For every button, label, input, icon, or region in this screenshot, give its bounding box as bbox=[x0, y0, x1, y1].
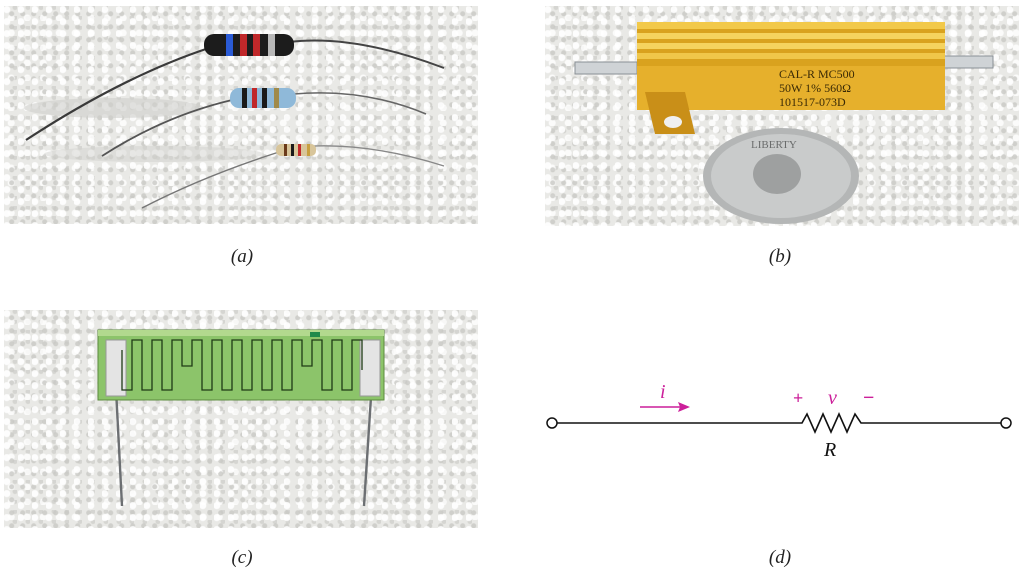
plus-sign: + bbox=[793, 388, 804, 408]
photo-axial-resistors bbox=[4, 6, 478, 224]
current-label: i bbox=[660, 381, 666, 403]
left-terminal bbox=[547, 418, 557, 428]
coin-inscription: LIBERTY bbox=[751, 139, 797, 151]
large-carbon-resistor bbox=[204, 34, 294, 56]
resistor-label: R bbox=[824, 439, 837, 461]
photo-film-resistor bbox=[4, 310, 478, 528]
right-terminal bbox=[1001, 418, 1011, 428]
small-resistor bbox=[276, 144, 316, 156]
schematic-drawing bbox=[530, 360, 1024, 470]
caption-c: (c) bbox=[231, 547, 253, 568]
photo-power-resistor bbox=[545, 6, 1019, 226]
minus-sign: − bbox=[863, 387, 875, 409]
caption-a: (a) bbox=[230, 246, 254, 267]
resistor-symbol bbox=[557, 414, 1001, 432]
current-arrow bbox=[640, 402, 690, 412]
resistor-marking-line3: 101517-073D bbox=[779, 95, 846, 109]
resistor-marking-line2: 50W 1% 560Ω bbox=[779, 81, 852, 95]
caption-d: (d) bbox=[768, 547, 792, 568]
resistor-marking-line1: CAL-R MC500 bbox=[779, 67, 855, 81]
metal-film-resistor bbox=[230, 88, 296, 108]
voltage-label: v bbox=[828, 387, 837, 409]
axial-resistors-drawing bbox=[4, 6, 478, 224]
caption-b: (b) bbox=[768, 246, 792, 267]
resistor-schematic bbox=[530, 360, 1024, 470]
film-resistor-drawing bbox=[4, 310, 478, 528]
quarter-coin bbox=[703, 128, 859, 224]
power-resistor-drawing bbox=[545, 6, 1019, 226]
